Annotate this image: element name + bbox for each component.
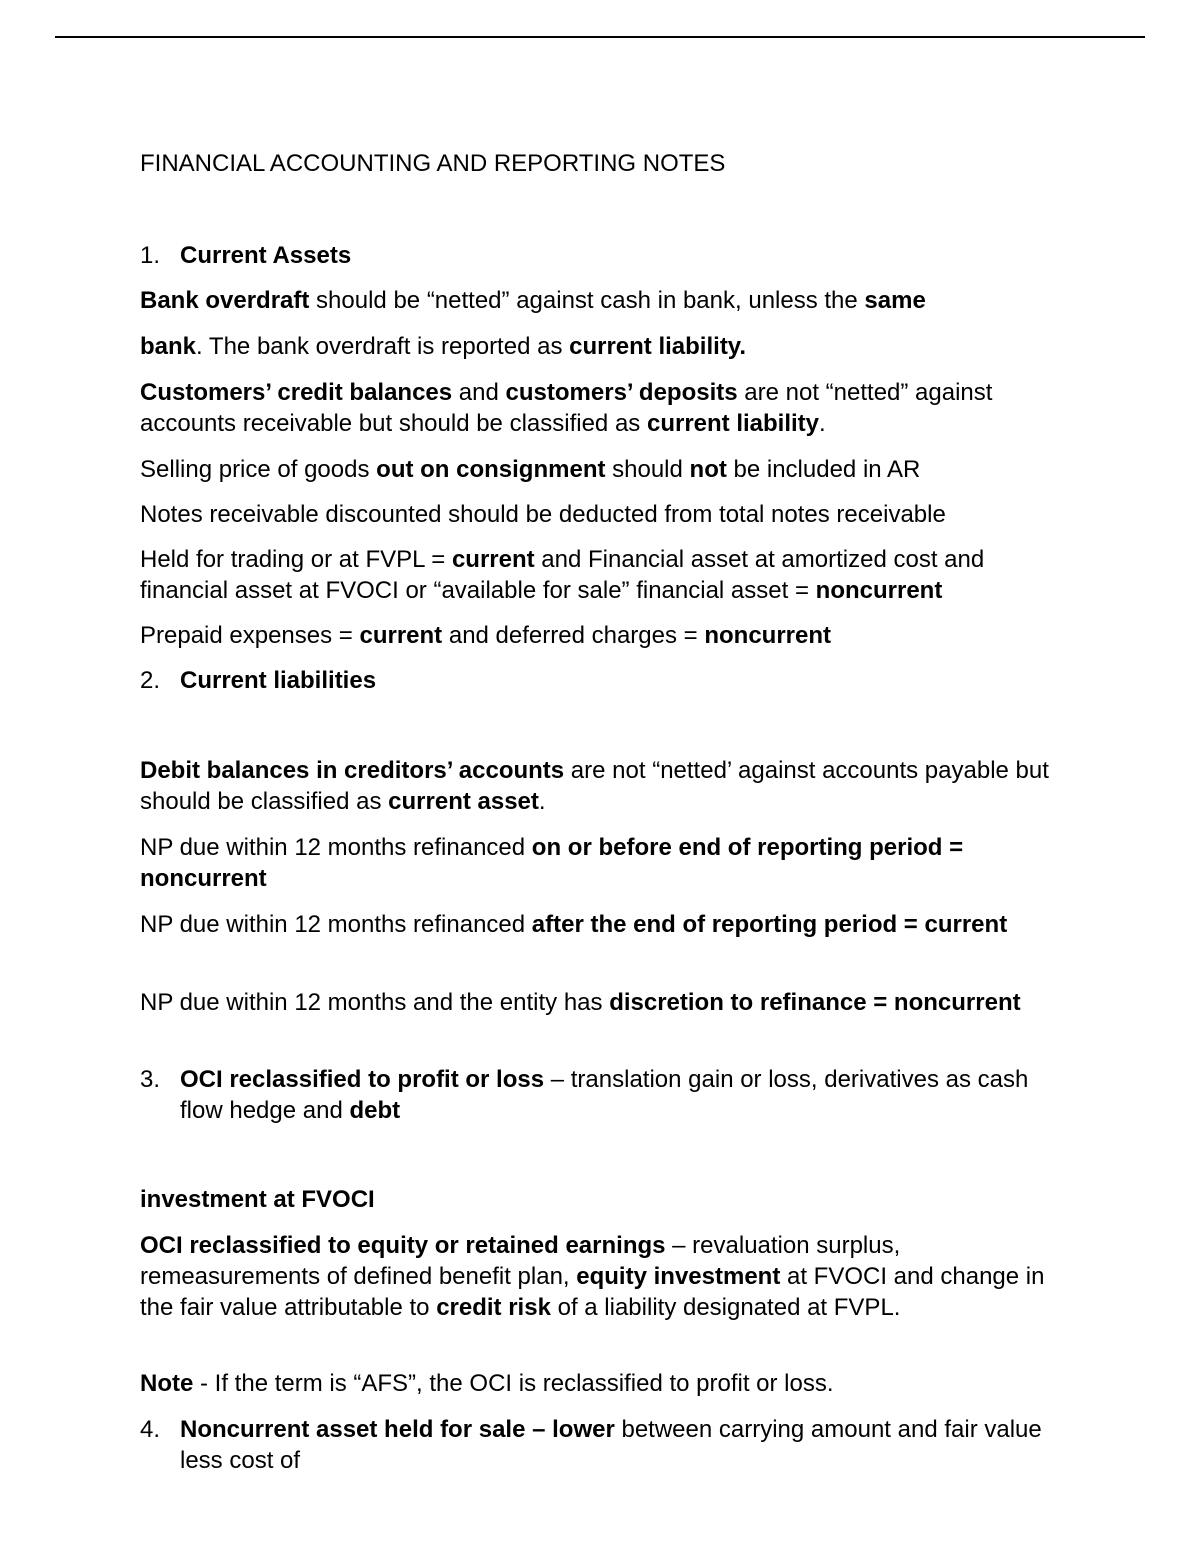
paragraph-oci-equity xyxy=(140,1230,1060,1323)
text-span: and Financial asset at amortized cost and financial asset at FVOCI or “available for sale” financial asset = xyxy=(140,546,985,604)
section-1-number: 1. xyxy=(140,242,161,269)
section-3-heading xyxy=(140,1064,1060,1126)
section-1-heading xyxy=(140,240,1060,271)
term-current-liability: current liability xyxy=(646,410,820,437)
paragraph-investment-fvoci xyxy=(140,1184,1060,1215)
text-span: . xyxy=(538,788,546,815)
paragraph-np-after-end xyxy=(140,909,1060,940)
text-span: are not “netted’ against accounts payable but should be classified as xyxy=(140,757,1049,815)
text-span: are not “netted” against accounts receivable but should be classified as xyxy=(140,379,993,437)
text-span: NP due within 12 months refinanced xyxy=(140,911,532,938)
term-same: same xyxy=(864,287,926,314)
paragraph-notes-receivable xyxy=(140,499,1060,530)
text-span: should xyxy=(605,456,690,483)
text-span: – revaluation surplus, remeasurements of defined benefit plan, xyxy=(140,1232,901,1290)
paragraph-customers-credit xyxy=(140,377,1060,439)
paragraph-held-for-trading xyxy=(140,544,1060,606)
section-4-title: Noncurrent asset held for sale – lower xyxy=(180,1416,615,1443)
term-investment-at-fvoci: investment at FVOCI xyxy=(140,1186,375,1213)
text-span: at FVOCI and change in the fair value attributable to xyxy=(140,1263,1045,1321)
term-credit-risk: credit risk xyxy=(436,1294,551,1321)
text-span: Prepaid expenses = xyxy=(140,622,360,649)
text-span: between carrying amount and fair value less cost of xyxy=(180,1416,1042,1474)
term-noncurrent: noncurrent xyxy=(704,622,832,649)
text-span: Notes receivable discounted should be deducted from total notes receivable xyxy=(140,501,946,528)
term-note: Note xyxy=(140,1370,194,1397)
text-span: Selling price of goods xyxy=(140,456,377,483)
section-1-title: Current Assets xyxy=(180,242,352,269)
text-span: should be “netted” against cash in bank, unless the xyxy=(309,287,865,314)
section-4-heading xyxy=(140,1414,1060,1476)
text-span: . The bank overdraft is reported as xyxy=(196,333,570,360)
text-span: be included in AR xyxy=(726,456,921,483)
term-bank-overdraft: Bank overdraft xyxy=(140,287,310,314)
section-4-number: 4. xyxy=(140,1416,161,1443)
term-after-the-end: after the end of reporting period = current xyxy=(531,911,1008,938)
term-equity-investment: equity investment xyxy=(576,1263,781,1290)
term-noncurrent: noncurrent xyxy=(815,577,943,604)
term-out-on-consignment: out on consignment xyxy=(376,456,606,483)
term-discretion-to-refinance: discretion to refinance = noncurrent xyxy=(609,989,1021,1016)
term-current: current xyxy=(359,622,443,649)
section-2-title: Current liabilities xyxy=(180,667,377,694)
section-3-number: 3. xyxy=(140,1066,161,1093)
text-span: of a liability designated at FVPL. xyxy=(550,1294,901,1321)
paragraph-np-discretion xyxy=(140,987,1060,1018)
text-span: NP due within 12 months refinanced xyxy=(140,834,532,861)
paragraph-bank-overdraft xyxy=(140,285,1060,316)
text-span: - If the term is “AFS”, the OCI is reclassified to profit or loss. xyxy=(193,1370,834,1397)
text-span: and xyxy=(452,379,506,406)
term-current: current xyxy=(451,546,535,573)
term-bank: bank xyxy=(140,333,197,360)
top-rule xyxy=(55,36,1145,38)
text-span: NP due within 12 months and the entity has xyxy=(140,989,610,1016)
section-3-title: OCI reclassified to profit or loss xyxy=(180,1066,545,1093)
term-not: not xyxy=(689,456,727,483)
text-span: Held for trading or at FVPL = xyxy=(140,546,452,573)
term-current-liability: current liability. xyxy=(569,333,747,360)
paragraph-bank-liability xyxy=(140,331,1060,362)
term-debit-balances: Debit balances in creditors’ accounts xyxy=(140,757,565,784)
term-oci-reclassified-equity: OCI reclassified to equity or retained earnings xyxy=(140,1232,666,1259)
text-span: – translation gain or loss, derivatives as cash flow hedge and xyxy=(180,1066,1029,1124)
document-title: FINANCIAL ACCOUNTING AND REPORTING NOTES xyxy=(140,150,726,177)
text-span: and deferred charges = xyxy=(442,622,705,649)
section-2-heading xyxy=(140,665,1060,696)
term-on-or-before-end: on or before end of reporting period = noncurrent xyxy=(140,834,964,892)
paragraph-np-before-end xyxy=(140,832,1060,894)
paragraph-consignment xyxy=(140,454,1060,485)
term-current-asset: current asset xyxy=(388,788,539,815)
term-customers-credit-balances: Customers’ credit balances xyxy=(140,379,453,406)
text-span: . xyxy=(819,410,826,437)
section-2-number: 2. xyxy=(140,667,161,694)
term-debt: debt xyxy=(349,1097,401,1124)
paragraph-note-afs xyxy=(140,1368,1060,1399)
term-customers-deposits: customers’ deposits xyxy=(505,379,738,406)
paragraph-debit-balances xyxy=(140,755,1060,817)
paragraph-prepaid-expenses xyxy=(140,620,1060,651)
